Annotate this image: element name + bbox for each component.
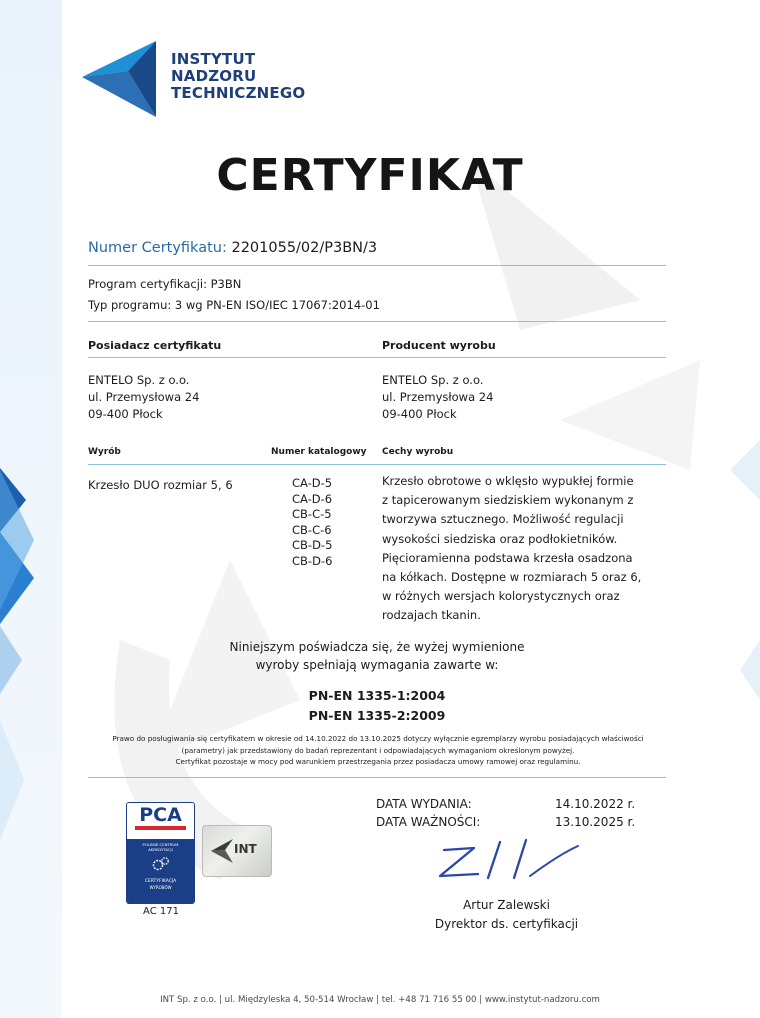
catalog-item: CA-D-5 (292, 476, 333, 490)
features-text (382, 472, 667, 626)
int-badge-text: INT (234, 842, 257, 856)
divider (88, 321, 666, 322)
pca-cert-1: CERTYFIKACJA (144, 879, 177, 884)
product-name: Krzesło DUO rozmiar 5, 6 (88, 478, 233, 492)
signature (430, 836, 590, 886)
features-line: na kółkach. Dostępne w rozmiarach 5 oraz 6, (382, 570, 642, 585)
attestation (88, 638, 666, 674)
producer-address (382, 372, 493, 423)
catalog-item: CB-D-6 (292, 553, 333, 568)
catalog-list (292, 476, 332, 569)
producer-name: ENTELO Sp. z o.o. (382, 373, 484, 387)
page-title: CERTYFIKAT (216, 150, 524, 201)
footer: INT Sp. z o.o. | ul. Międzyleska 4, 50-514 Wrocław | tel. +48 71 716 55 00 | www.instytut-nadzoru.com (160, 995, 600, 1005)
pca-bottom (127, 839, 194, 903)
producer-city: 09-400 Płock (382, 407, 457, 421)
gear-icon (151, 856, 171, 872)
logo-line-1: INSTYTUT (171, 50, 256, 68)
date-labels (376, 795, 480, 831)
holder-heading: Posiadacz certyfikatu (88, 339, 222, 352)
attestation-line-1: Niniejszym poświadcza się, że wyżej wymienione (229, 640, 525, 654)
producer-heading: Producent wyrobu (382, 339, 496, 352)
date-values (555, 795, 635, 831)
pca-top (127, 803, 194, 839)
terms-line: Prawo do posługiwania się certyfikatem w okresie od 14.10.2022 do 13.10.2025 dotyczy wyłącznie egzemplarzy wyrobu posiadających właściwości (112, 734, 644, 743)
cert-number-row (88, 240, 377, 256)
pca-sub-2: AKREDYTACJI (148, 847, 173, 852)
signatory (0, 896, 760, 934)
divider (88, 357, 666, 358)
pca-code: AC 171 (143, 906, 179, 917)
logo-line-2: NADZORU (171, 67, 257, 85)
features-line: tworzywa sztucznego. Możliwość regulacji (382, 512, 624, 527)
features-line: rodzajach tkanin. (382, 608, 481, 623)
features-line: z tapicerowanym siedziskiem wykonanym z (382, 493, 634, 508)
catalog-item: CB-C-5 (292, 507, 332, 521)
features-line: w różnych wersjach kolorystycznych oraz (382, 589, 620, 604)
standard-item: PN-EN 1335-2:2009 (308, 708, 446, 723)
issue-date-label: DATA WYDANIA: (376, 797, 472, 811)
col-features: Cechy wyrobu (382, 447, 454, 457)
catalog-item: CB-D-5 (292, 538, 333, 552)
cert-number: 2201055/02/P3BN/3 (231, 240, 378, 256)
holder-city: 09-400 Płock (88, 407, 163, 421)
int-hologram-badge (202, 825, 272, 877)
col-catalog: Numer katalogowy (271, 447, 367, 457)
standard-item: PN-EN 1335-1:2004 (308, 688, 446, 703)
terms-line: (parametry) jak przedstawiony do badań reprezentant i odpowiadających wymaganiom określonym powyżej. (181, 745, 575, 755)
issue-date: 14.10.2022 r. (555, 797, 636, 811)
standards-list (88, 686, 666, 726)
logo-line-3: TECHNICZNEGO (171, 84, 306, 102)
terms-line: Certyfikat pozostaje w mocy pod warunkiem przestrzegania przez posiadacza umowy ramowej oraz regulaminu. (175, 757, 581, 766)
int-logo-icon (78, 37, 162, 121)
signatory-name: Artur Zalewski (463, 898, 550, 912)
features-line: Pięcioramienna podstawa krzesła osadzona (382, 550, 633, 565)
catalog-item: CB-C-6 (292, 522, 332, 537)
divider (88, 777, 666, 778)
holder-name: ENTELO Sp. z o.o. (88, 373, 190, 387)
col-product: Wyrób (88, 447, 121, 457)
pca-sub-1: POLSKIE CENTRUM (142, 842, 179, 847)
cert-number-label: Numer Certyfikatu: (88, 240, 227, 256)
pca-red-bar (135, 826, 186, 830)
int-hologram-icon (211, 839, 233, 863)
valid-date: 13.10.2025 r. (555, 815, 636, 829)
pca-brand: PCA (139, 804, 182, 826)
logo-text (171, 51, 305, 102)
signatory-title: Dyrektor ds. certyfikacji (434, 917, 579, 931)
program-type-line: Typ programu: 3 wg PN-EN ISO/IEC 17067:2014-01 (88, 298, 380, 312)
divider (88, 265, 666, 266)
producer-street: ul. Przemysłowa 24 (382, 390, 494, 404)
program-line: Program certyfikacji: P3BN (88, 277, 242, 291)
pca-badge (126, 802, 195, 904)
terms-text (86, 733, 670, 768)
valid-date-label: DATA WAŻNOŚCI: (376, 815, 481, 829)
holder-street: ul. Przemysłowa 24 (88, 390, 200, 404)
holder-address (88, 372, 199, 423)
features-line: Krzesło obrotowe o wklęsło wypukłej formie (382, 474, 634, 488)
catalog-item: CA-D-6 (292, 491, 333, 506)
pca-cert-2: WYROBÓW (149, 885, 172, 890)
features-line: wysokości siedziska oraz podłokietników. (382, 531, 618, 546)
divider (88, 464, 666, 465)
attestation-line-2: wyroby spełniają wymagania zawarte w: (255, 658, 499, 672)
